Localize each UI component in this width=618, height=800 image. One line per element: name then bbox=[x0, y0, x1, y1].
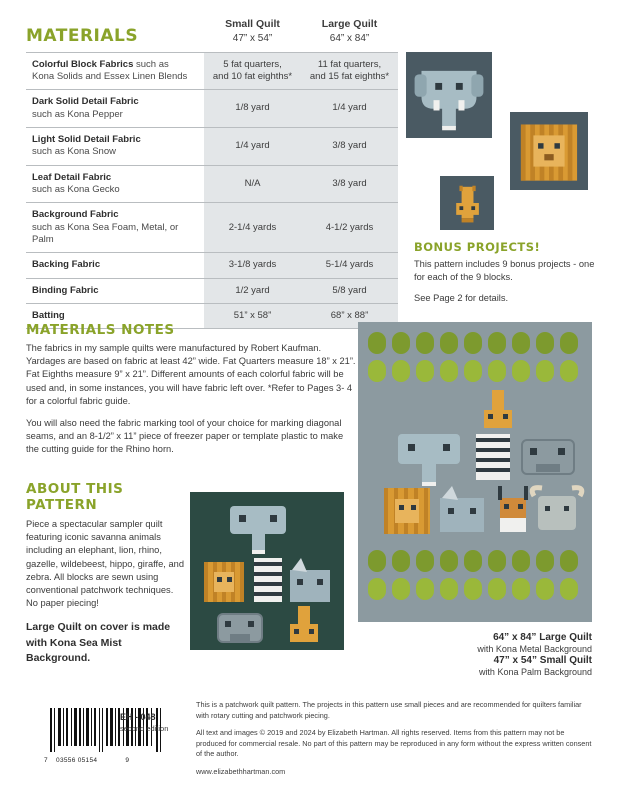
materials-notes-section bbox=[26, 322, 356, 466]
row-value-large: 1/4 yard bbox=[301, 90, 398, 128]
large-quilt-caption-line2: with Kona Metal Background bbox=[477, 644, 592, 654]
table-row bbox=[26, 278, 398, 303]
row-value-large: 3/8 yard bbox=[301, 165, 398, 203]
about-title: ABOUT THIS PATTERN bbox=[26, 481, 124, 513]
sample-block-lion bbox=[510, 112, 588, 190]
row-label-sub: Kona Solids and Essex Linen Blends bbox=[32, 70, 188, 82]
row-value-small: 51” x 58” bbox=[204, 303, 301, 328]
barcode-digit-right: 9 bbox=[125, 757, 130, 764]
table-row bbox=[26, 127, 398, 165]
materials-notes-paragraph-2: You will also need the fabric marking tool of your choice for marking diagonal seams, and an 8-1/2” x 11” piece of freezer paper or template plastic to make the cutting guide for the Rhino horn. bbox=[26, 417, 344, 455]
row-value-small: 2-1/4 yards bbox=[204, 203, 301, 253]
table-row bbox=[26, 90, 398, 128]
row-value-small: 1/4 yard bbox=[204, 127, 301, 165]
row-value-large: 3/8 yard bbox=[301, 127, 398, 165]
column-header-small-name: Small Quilt bbox=[225, 18, 280, 31]
small-quilt-caption bbox=[330, 655, 592, 677]
row-label-main: Batting bbox=[32, 309, 65, 321]
small-quilt-image bbox=[190, 492, 344, 650]
row-label bbox=[26, 278, 204, 303]
sku-code: EH - 048 bbox=[120, 712, 156, 722]
table-row bbox=[26, 253, 398, 278]
row-value-small: 5 fat quarters, and 10 fat eighths* bbox=[204, 52, 301, 90]
small-quilt-caption-line2: with Kona Palm Background bbox=[478, 667, 592, 677]
row-label bbox=[26, 203, 204, 253]
row-value-small: 1/2 yard bbox=[204, 278, 301, 303]
table-row bbox=[26, 165, 398, 203]
bonus-paragraph-1: This pattern includes 9 bonus projects - one for each of the 9 blocks. bbox=[414, 259, 595, 283]
footer-paragraph-1: This is a patchwork quilt pattern. The projects in this pattern use small pieces and are recommended for quilters familiar with rotary cutting and patchwork piecing. bbox=[196, 700, 582, 720]
column-header-small-size: 47” x 54” bbox=[232, 32, 273, 44]
bonus-paragraph-2: See Page 2 for details. bbox=[414, 292, 509, 303]
row-value-large: 11 fat quarters, and 15 fat eighths* bbox=[301, 52, 398, 90]
table-row bbox=[26, 52, 398, 90]
row-label-main: Light Solid Detail Fabric bbox=[32, 133, 141, 145]
materials-notes-paragraph-1: The fabrics in my sample quilts were manufactured by Robert Kaufman. Yardages are based on fabric at least 42” wide. Fat Quarters measure 18” x 21”. Fat Eighths measure 9” x 21”. Different amounts of each colorful fabric will be used and, in some instances, you will have fabric left over. *Refer to Pages 3- 4 for a colorful fabric guide. bbox=[26, 343, 356, 406]
row-label-main: Background Fabric bbox=[32, 209, 119, 221]
column-header-large-name: Large Quilt bbox=[321, 18, 378, 31]
row-value-large: 5/8 yard bbox=[301, 278, 398, 303]
row-label-sub: such as Kona Sea Foam, Metal, or Palm bbox=[32, 221, 179, 245]
row-value-small: N/A bbox=[204, 165, 301, 203]
row-label-main: Binding Fabric bbox=[32, 284, 99, 296]
materials-table bbox=[26, 18, 398, 329]
bonus-projects-section bbox=[414, 240, 600, 312]
row-label-sub: such as Kona Snow bbox=[32, 146, 116, 158]
row-label-sub: such as Kona Gecko bbox=[32, 183, 120, 195]
footer-section bbox=[196, 700, 594, 776]
sample-block-giraffe bbox=[440, 176, 494, 230]
column-header-large-size: 64” x 84” bbox=[329, 32, 370, 44]
row-label-sub: such as Kona Pepper bbox=[32, 108, 123, 120]
table-row bbox=[26, 203, 398, 253]
barcode-digits-main: 03556 05154 bbox=[56, 757, 98, 764]
row-label bbox=[26, 52, 204, 90]
large-quilt-caption bbox=[380, 632, 592, 654]
row-label-main: Backing Fabric bbox=[32, 259, 101, 271]
row-label-main: Dark Solid Detail Fabric bbox=[32, 96, 139, 108]
row-value-small: 3-1/8 yards bbox=[204, 253, 301, 278]
small-quilt-caption-line1: 47” x 54” Small Quilt bbox=[493, 655, 592, 666]
row-value-large: 4-1/2 yards bbox=[301, 203, 398, 253]
row-value-large: 68” x 88” bbox=[301, 303, 398, 328]
footer-website-url[interactable]: www.elizabethhartman.com bbox=[196, 766, 286, 776]
column-header-large bbox=[301, 18, 398, 52]
materials-notes-title: MATERIALS NOTES bbox=[26, 322, 175, 338]
barcode-number bbox=[44, 757, 166, 764]
large-quilt-caption-line1: 64” x 84” Large Quilt bbox=[493, 632, 592, 643]
row-label bbox=[26, 90, 204, 128]
row-label bbox=[26, 127, 204, 165]
row-value-small: 1/8 yard bbox=[204, 90, 301, 128]
barcode-digit-left: 7 bbox=[44, 757, 48, 764]
row-label-suffix: such as bbox=[133, 58, 169, 70]
footer-paragraph-2: All text and images © 2019 and 2024 by Elizabeth Hartman. All rights reserved. Items from this pattern may not be produced for commercial resale. No part of this pattern may be reproduced in any form without the express written consent of the author. bbox=[196, 728, 592, 759]
bonus-title: BONUS PROJECTS! bbox=[414, 240, 541, 254]
materials-title: MATERIALS bbox=[26, 26, 139, 46]
about-bold-note: Large Quilt on cover is made with Kona Sea Mist Background. bbox=[26, 621, 171, 664]
about-section bbox=[26, 482, 186, 666]
large-quilt-image bbox=[358, 322, 592, 622]
sample-block-elephant bbox=[406, 52, 492, 138]
about-paragraph: Piece a spectacular sampler quilt featuring iconic savanna animals including an elephant, lion, rhino, gazelle, wildebeest, hippo, giraffe, and zebra. All blocks are sewn using conventional patchwork techniques. No paper piecing! bbox=[26, 519, 184, 609]
column-header-small bbox=[204, 18, 301, 52]
row-label-main: Colorful Block Fabrics bbox=[32, 58, 134, 70]
row-label bbox=[26, 253, 204, 278]
row-label bbox=[26, 165, 204, 203]
edition-label: second edition bbox=[120, 724, 169, 733]
row-label-main: Leaf Detail Fabric bbox=[32, 171, 112, 183]
materials-section bbox=[26, 18, 398, 329]
row-value-large: 5-1/4 yards bbox=[301, 253, 398, 278]
